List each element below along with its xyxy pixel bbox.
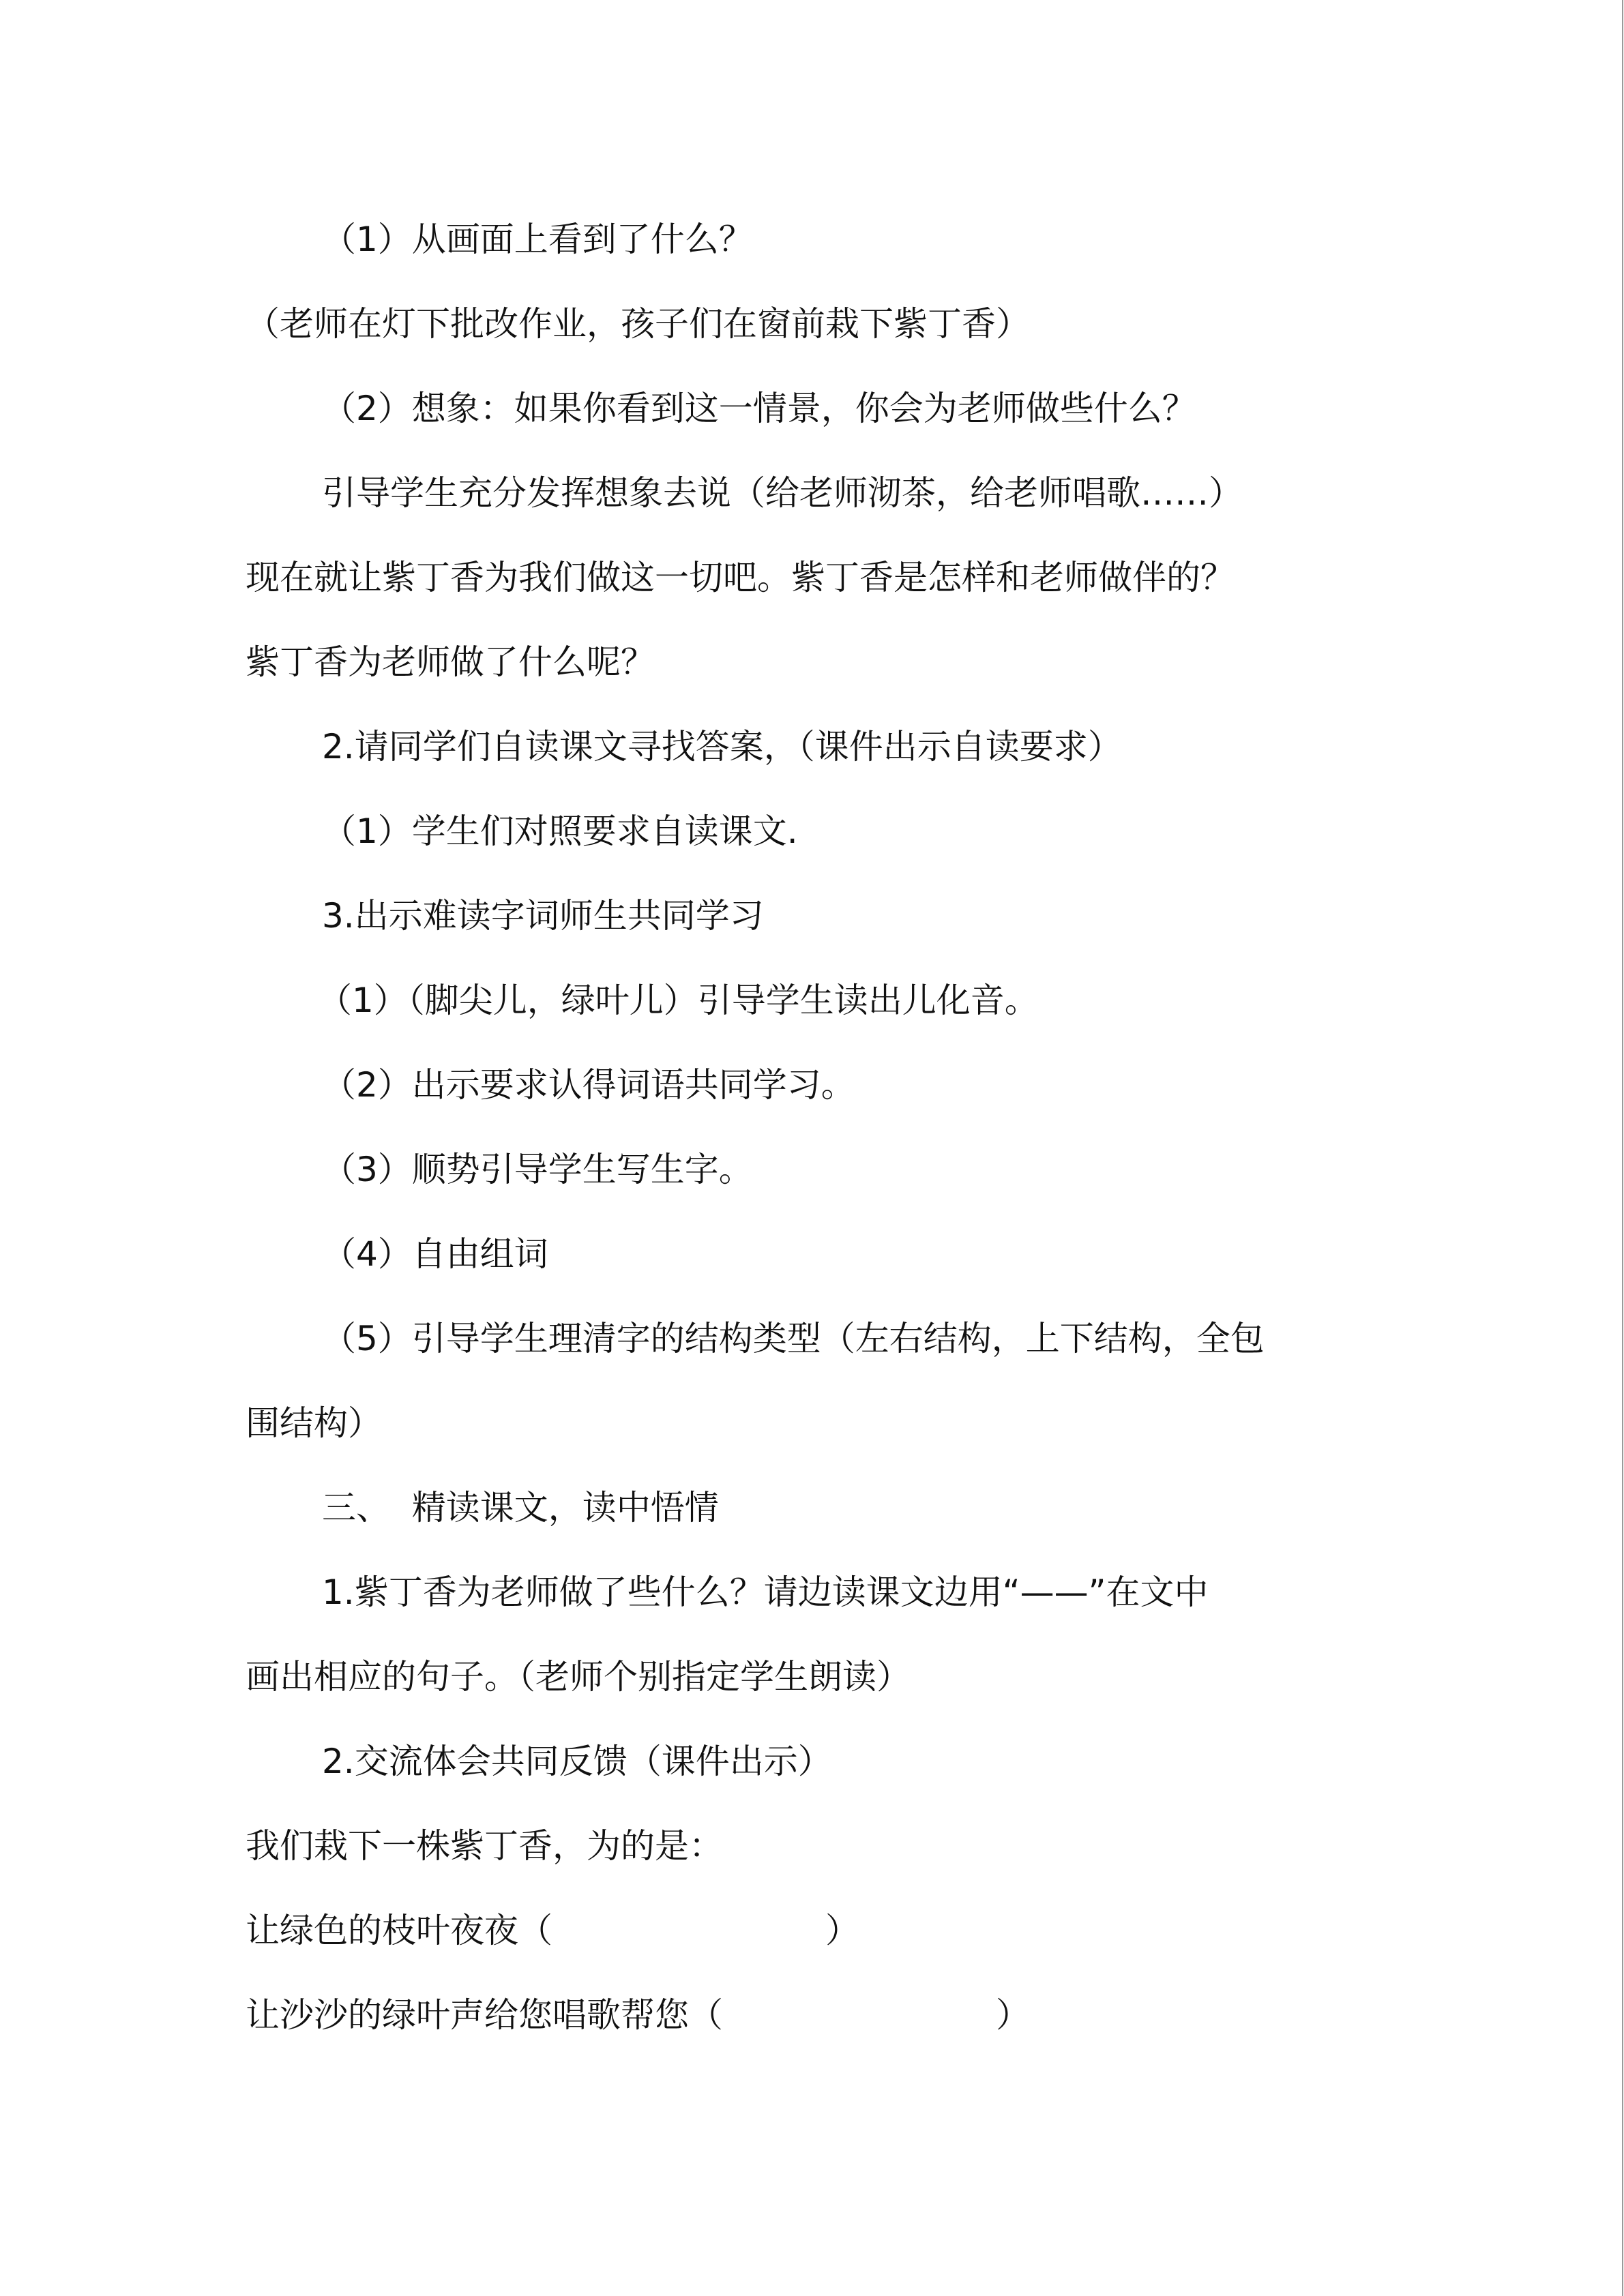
text-line: （3）顺势引导学生写生字。 [322,1150,753,1189]
text-line: （1）学生们对照要求自读课文. [322,811,798,851]
fill-in-blank-line [246,1995,1030,2036]
blank-suffix: ） [996,1995,1030,2035]
section-heading: 三、 精读课文，读中悟情 [322,1488,719,1527]
text-line: 引导学生充分发挥想象去说（给老师沏茶，给老师唱歌……） [322,473,1243,513]
fill-in-blank-line [246,1910,859,1951]
blank-prefix: 让绿色的枝叶夜夜（ [246,1911,552,1950]
text-line: 1.紫丁香为老师做了些什么？请边读课文边用“——”在文中 [322,1572,1209,1612]
text-line: （老师在灯下批改作业，孩子们在窗前栽下紫丁香） [246,304,1030,344]
text-line: 2.交流体会共同反馈（课件出示） [322,1742,832,1781]
page-edge [1622,0,1623,2296]
text-line: （4）自由组词 [322,1234,548,1274]
text-line: 紫丁香为老师做了什么呢？ [246,642,655,682]
text-line: （5）引导学生理清字的结构类型（左右结构，上下结构，全包 [322,1319,1265,1358]
text-line: （1）从画面上看到了什么？ [322,220,753,259]
text-line: 3.出示难读字词师生共同学习 [322,896,764,936]
blank-suffix: ） [825,1911,859,1950]
text-line: 2.请同学们自读课文寻找答案，（课件出示自读要求） [322,727,1122,766]
text-line: 我们栽下一株紫丁香，为的是： [246,1826,723,1866]
text-line: 现在就让紫丁香为我们做这一切吧。紫丁香是怎样和老师做伴的？ [246,558,1235,597]
text-line: （1）（脚尖儿，绿叶儿）引导学生读出儿化音。 [318,981,1039,1020]
text-line: （2）出示要求认得词语共同学习。 [322,1065,855,1105]
text-line: 围结构） [246,1403,382,1443]
blank-prefix: 让沙沙的绿叶声给您唱歌帮您（ [246,1995,723,2035]
text-line: 画出相应的句子。（老师个别指定学生朗读） [246,1657,911,1697]
text-line: （2）想象：如果你看到这一情景，你会为老师做些什么？ [322,389,1196,428]
